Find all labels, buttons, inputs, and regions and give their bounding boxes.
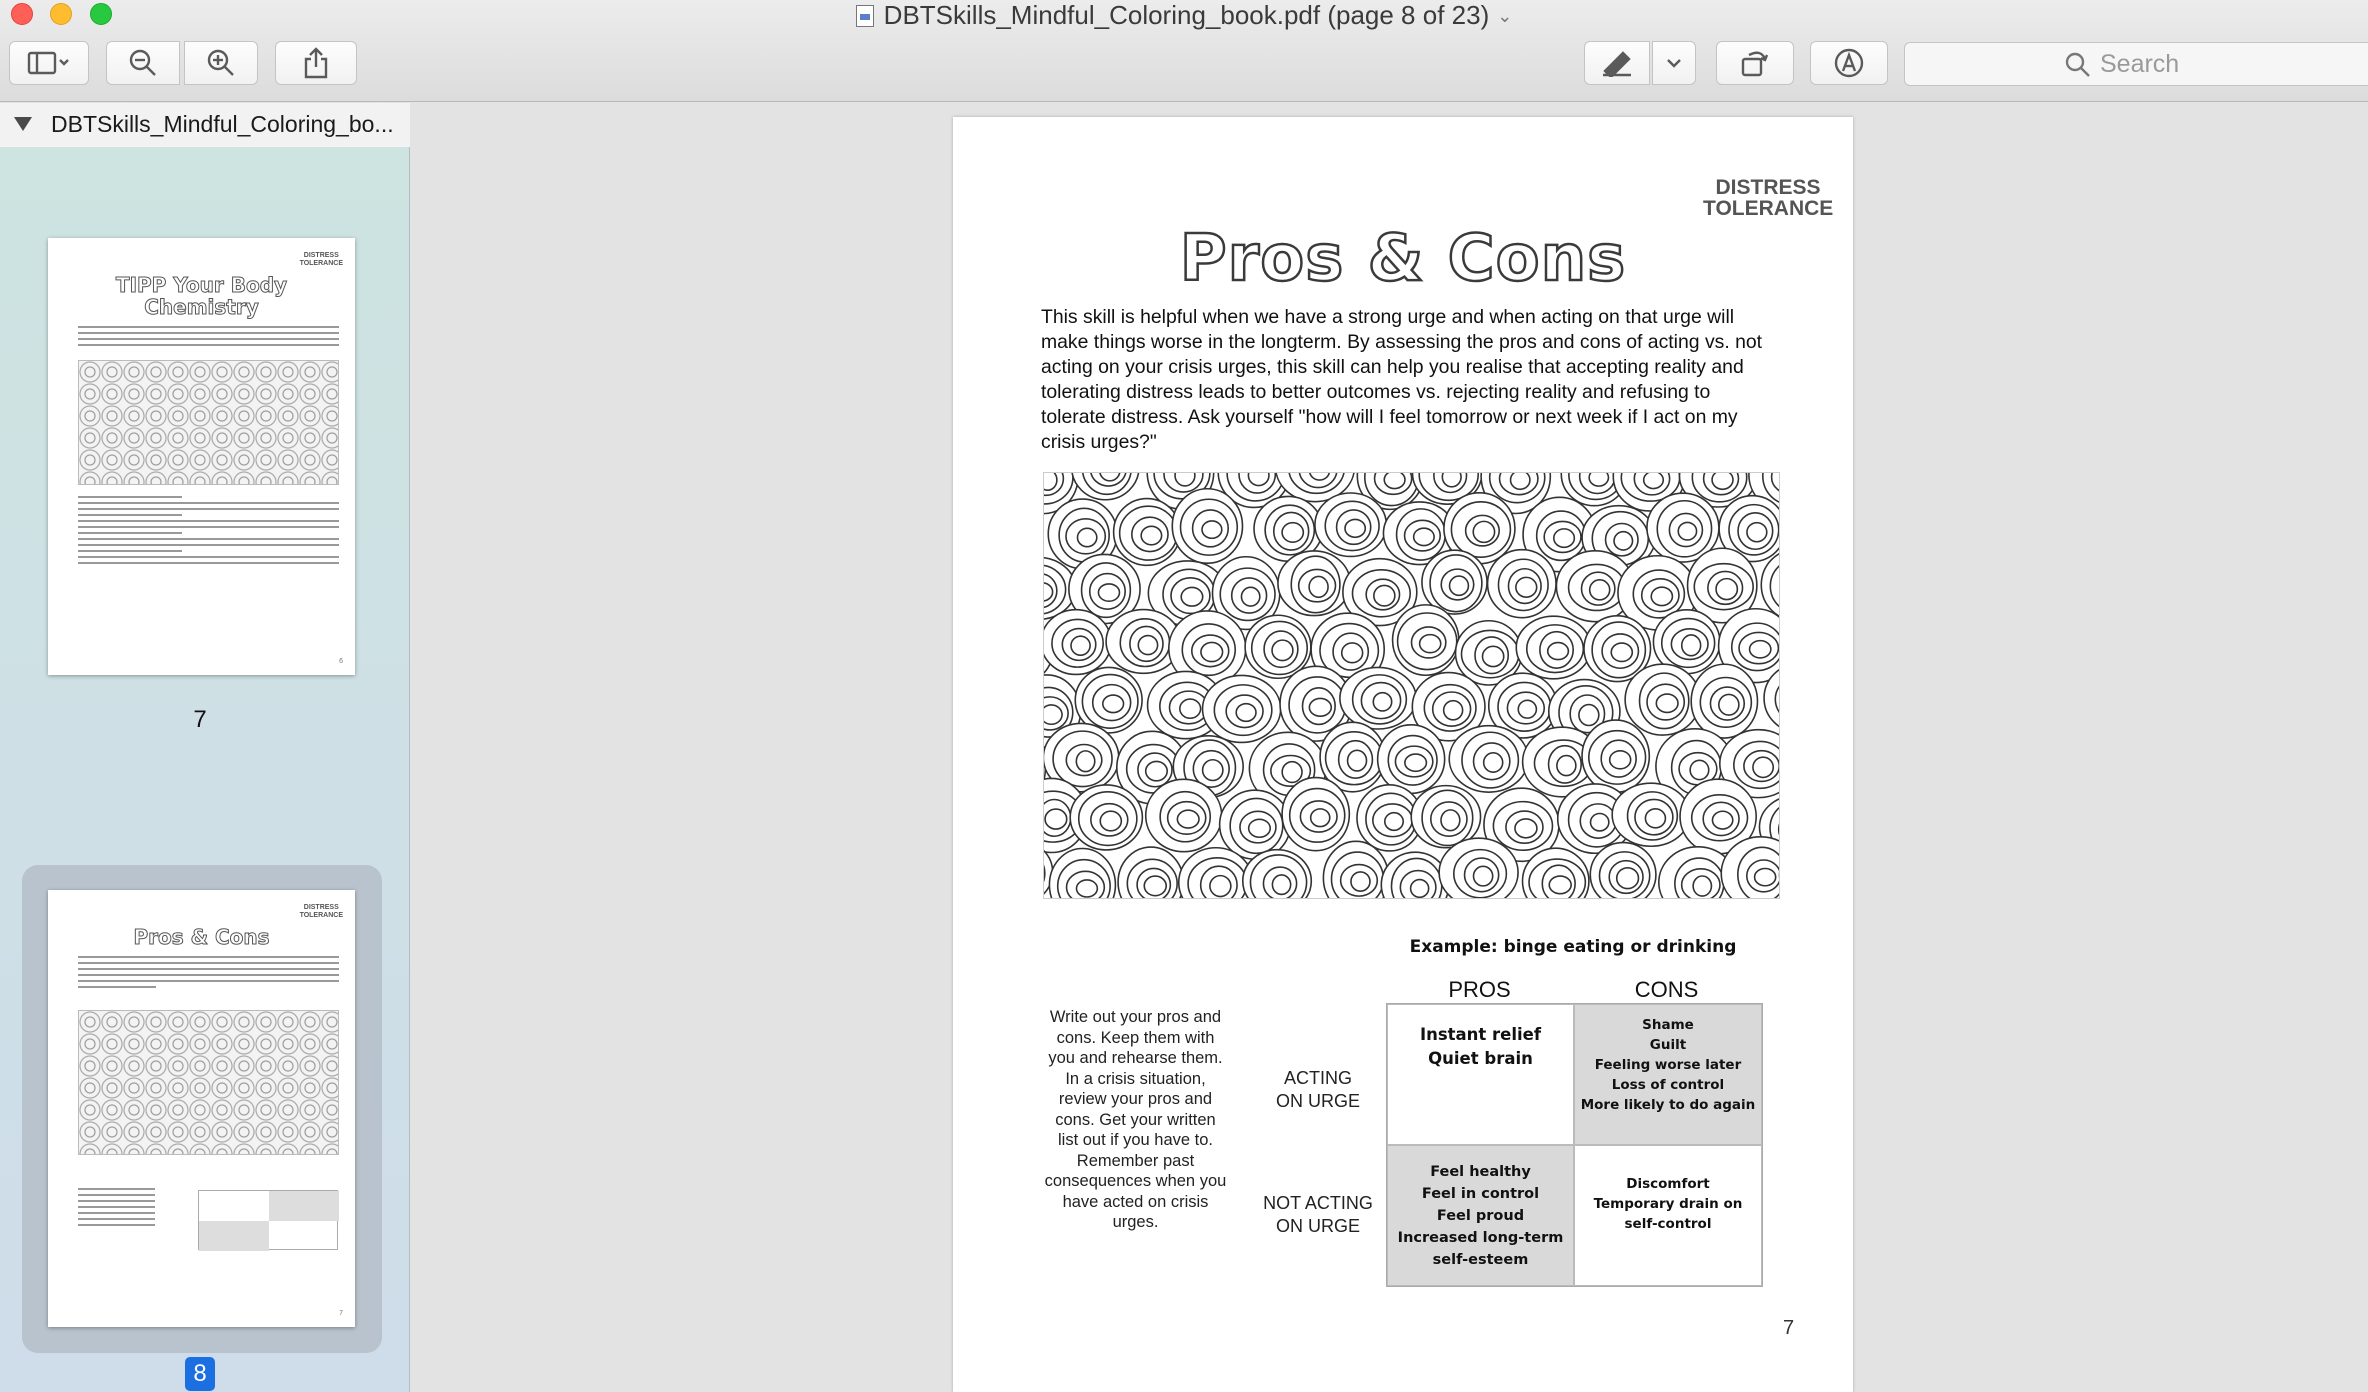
search-field[interactable]	[1904, 42, 2368, 86]
swirl-motif	[1044, 610, 1111, 675]
cell-line: Loss of control	[1611, 1077, 1725, 1093]
annotate-icon	[1833, 47, 1865, 79]
zoom-out-button[interactable]	[106, 41, 180, 85]
thumbnail-label-7: 7	[193, 706, 207, 733]
swirl-motif	[1393, 605, 1459, 675]
thumbnail-page-number: 6	[339, 658, 343, 665]
instructions-text: Write out your pros and cons. Keep them with you and rehearse them. In a crisis situation, review your pros and cons. Get your written list out if you have to. Remember past consequences when you have acted on crisis urges.	[1044, 1008, 1227, 1231]
cell-pros-not-acting	[1387, 1145, 1574, 1286]
sidebar-filename: DBTSkills_Mindful_Coloring_bo...	[51, 111, 394, 137]
cell-line: Instant relief	[1419, 1025, 1542, 1044]
cell-line: Increased long-term	[1397, 1229, 1564, 1246]
page-thumbnail-8[interactable]	[48, 890, 355, 1327]
thumbnail-table	[198, 1190, 338, 1250]
disclosure-triangle-icon[interactable]	[14, 117, 32, 131]
thumbnail-category: DISTRESS TOLERANCE	[299, 904, 343, 919]
cell-pros-acting	[1387, 1004, 1574, 1145]
thumbnail-sidebar	[0, 103, 410, 1392]
pdf-document-icon	[856, 5, 874, 27]
annotate-button[interactable]	[1810, 41, 1888, 85]
cell-line: Quiet brain	[1428, 1049, 1533, 1068]
thumbnail-label-8: 8	[185, 1357, 215, 1391]
swirl-motif	[1315, 493, 1386, 556]
page-number: 7	[1783, 1317, 1795, 1339]
swirl-motif	[1488, 550, 1556, 618]
markup-button[interactable]	[1584, 41, 1650, 85]
thumbnail-text-lines	[78, 1188, 155, 1230]
example-title: Example: binge eating or drinking	[1409, 937, 1737, 957]
swirl-motif	[1378, 725, 1445, 794]
thumbnail-title: Pros & Cons	[133, 925, 270, 949]
swirl-motif	[1282, 778, 1349, 851]
swirl-motif	[1220, 790, 1291, 859]
search-input[interactable]	[1905, 43, 2368, 85]
thumbnail-title: TIPP Your Body Chemistry	[115, 273, 288, 319]
swirl-motif	[1612, 783, 1689, 846]
cell-line: Feel proud	[1436, 1207, 1525, 1224]
rotate-icon	[1739, 47, 1771, 79]
coloring-artwork	[1043, 472, 1780, 899]
chevron-down-icon	[1665, 57, 1683, 69]
swirl-motif	[1422, 550, 1487, 614]
thumbnail-text-lines	[78, 956, 339, 992]
thumbnail-artwork	[78, 1010, 339, 1155]
page-title: Pros & Cons	[1179, 222, 1627, 296]
cell-line: Guilt	[1649, 1037, 1687, 1053]
zoom-out-icon	[128, 48, 158, 78]
swirl-motif	[1590, 843, 1656, 899]
thumbnail-page-number: 7	[339, 1310, 343, 1317]
cons-column-header: CONS	[1634, 977, 1699, 1002]
share-icon	[302, 47, 330, 79]
cell-cons-not-acting	[1574, 1145, 1762, 1286]
sidebar-toggle-button[interactable]	[9, 41, 89, 85]
cell-line: Discomfort	[1626, 1176, 1710, 1192]
swirl-pattern-illustration	[1044, 473, 1780, 899]
window-title-text: DBTSkills_Mindful_Coloring_book.pdf (page 8 of 23)	[883, 0, 1490, 30]
window-title[interactable]	[0, 0, 2368, 30]
pros-cons-table	[1386, 1003, 1763, 1287]
markup-pen-icon	[1601, 49, 1633, 77]
thumbnail-artwork	[78, 360, 339, 485]
markup-menu-button[interactable]	[1652, 41, 1696, 85]
zoom-in-icon	[206, 48, 236, 78]
page-thumbnail-7[interactable]	[48, 238, 355, 675]
swirl-motif	[1146, 779, 1222, 851]
swirl-motif	[1114, 499, 1181, 566]
swirl-motif	[1118, 847, 1183, 899]
thumbnail-category: DISTRESS TOLERANCE	[299, 252, 343, 267]
cell-line: Feel in control	[1421, 1185, 1540, 1202]
cell-line: More likely to do again	[1580, 1097, 1756, 1113]
page-category: DISTRESS TOLERANCE	[1703, 176, 1834, 220]
swirl-motif	[1625, 664, 1700, 735]
sidebar-document-row[interactable]	[0, 103, 410, 147]
window-titlebar	[0, 0, 2368, 102]
swirl-motif	[1070, 785, 1142, 850]
acting-row-header: ACTING ON URGE	[1275, 1068, 1360, 1111]
cell-cons-acting	[1574, 1004, 1762, 1145]
thumbnail-text-lines	[78, 326, 339, 350]
swirl-motif	[1449, 726, 1528, 792]
title-chevron-icon[interactable]: ⌄	[1497, 6, 1513, 26]
not-acting-row-header: NOT ACTING ON URGE	[1263, 1193, 1373, 1236]
swirl-motif	[1172, 489, 1242, 563]
rotate-button[interactable]	[1716, 41, 1794, 85]
cell-line: Feel healthy	[1430, 1163, 1531, 1180]
swirl-motif	[1340, 667, 1416, 729]
cell-line: Temporary drain on	[1593, 1196, 1743, 1212]
zoom-in-button[interactable]	[184, 41, 258, 85]
thumbnail-text-lines	[78, 496, 339, 568]
pros-column-header: PROS	[1448, 977, 1511, 1002]
swirl-motif	[1582, 720, 1649, 792]
sidebar-toggle-icon	[27, 50, 71, 76]
cell-line: Shame	[1642, 1017, 1694, 1033]
pdf-page[interactable]	[953, 117, 1853, 1392]
share-button[interactable]	[275, 41, 357, 85]
page-intro-text: This skill is helpful when we have a strong urge and when acting on that urge will make things worse in the longterm. By assessing the pros and cons of acting vs. not acting on your crisis urges, this skill can help you realise that accepting reality and tolerating distress leads to better outcomes vs. rejecting reality and refusing to tolerate distress. Ask yourself "how will I feel tomorrow or next week if I act on my crisis urges?"	[1041, 306, 1763, 453]
swirl-motif	[1691, 664, 1757, 738]
cell-line: self-control	[1624, 1216, 1712, 1232]
cell-line: self-esteem	[1432, 1251, 1529, 1268]
swirl-motif	[1439, 838, 1518, 899]
swirl-motif	[1278, 551, 1350, 616]
cell-line: Feeling worse later	[1594, 1057, 1742, 1073]
swirl-motif	[1203, 675, 1281, 742]
swirl-motif	[1072, 473, 1139, 500]
swirl-motif	[1516, 616, 1591, 679]
swirl-motif	[1049, 848, 1115, 899]
